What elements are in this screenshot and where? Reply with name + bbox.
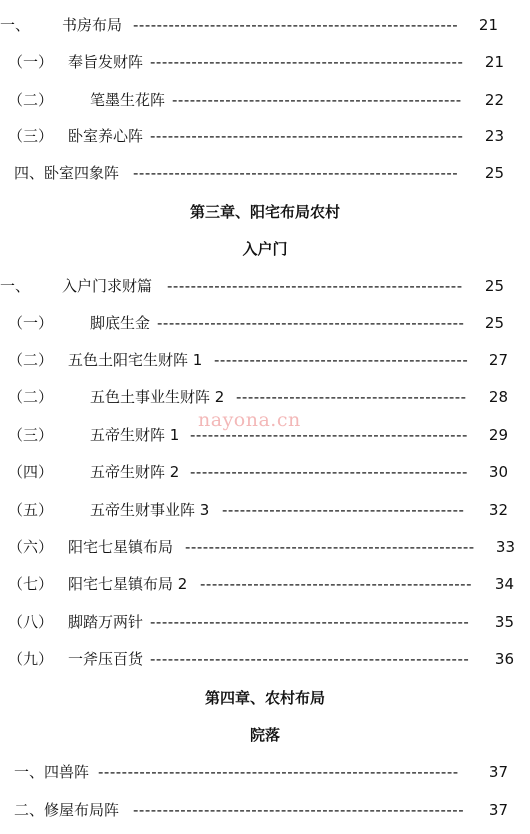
- entry-title: 奉旨发财阵: [68, 53, 144, 71]
- page-number: 30: [488, 463, 508, 481]
- page-number: 29: [488, 426, 508, 444]
- entry-title: 脚踏万两针: [68, 613, 144, 631]
- dot-leader: --------------------------------------------------: [167, 277, 463, 295]
- dot-leader: -----------------------------------------------------: [150, 53, 464, 71]
- entry-title: 阳宅七星镇布局: [68, 538, 174, 556]
- entry-title: 一、四兽阵: [14, 763, 90, 781]
- entry-number: （七）: [8, 575, 54, 593]
- dot-leader: -------------------------------------------------------: [133, 16, 459, 34]
- watermark: nayona.cn: [198, 409, 301, 431]
- page-number: 37: [488, 801, 508, 819]
- toc-entry: [0, 385, 530, 409]
- toc-entry: [0, 760, 530, 784]
- entry-title: 五色土事业生财阵 2: [90, 388, 225, 406]
- page-number: 37: [488, 763, 508, 781]
- page-number: 36: [494, 650, 514, 668]
- entry-title: 五帝生财阵 1: [90, 426, 180, 444]
- toc-entry: [0, 498, 530, 522]
- entry-number: （六）: [8, 538, 54, 556]
- dot-leader: ------------------------------------------------------: [150, 650, 470, 668]
- entry-title: 五帝生财阵 2: [90, 463, 180, 481]
- chapter-heading: 第四章、农村布局: [204, 689, 325, 707]
- entry-number: （三）: [8, 127, 54, 145]
- toc-entry: [0, 274, 530, 298]
- entry-number: 一、: [0, 277, 31, 295]
- entry-number: （九）: [8, 650, 54, 668]
- entry-title: 一斧压百货: [68, 650, 144, 668]
- entry-title: 卧室养心阵: [68, 127, 144, 145]
- entry-title: 二、修屋布局阵: [14, 801, 120, 819]
- entry-number: （二）: [8, 91, 54, 109]
- page-number: 25: [484, 164, 504, 182]
- page-number: 28: [488, 388, 508, 406]
- page-number: 33: [495, 538, 515, 556]
- entry-number: （二）: [8, 388, 54, 406]
- entry-title: 书房布局: [62, 16, 123, 34]
- toc-entry: [0, 124, 530, 148]
- section-heading: 入户门: [242, 240, 288, 258]
- entry-number: （五）: [8, 501, 54, 519]
- page-number: 21: [484, 53, 504, 71]
- entry-number: （一）: [8, 314, 54, 332]
- toc-entry: [0, 572, 530, 596]
- entry-number: （八）: [8, 613, 54, 631]
- entry-title: 五色土阳宅生财阵 1: [68, 351, 203, 369]
- toc-entry: [0, 50, 530, 74]
- section-heading: 院落: [249, 726, 280, 744]
- entry-title: 四、卧室四象阵: [14, 164, 120, 182]
- entry-title: 入户门求财篇: [62, 277, 153, 295]
- dot-leader: ----------------------------------------------------: [157, 314, 465, 332]
- entry-number: （二）: [8, 351, 54, 369]
- page-number: 25: [484, 277, 504, 295]
- page-number: 27: [488, 351, 508, 369]
- page-number: 22: [484, 91, 504, 109]
- toc-entry: [0, 13, 530, 37]
- toc-entry: [0, 311, 530, 335]
- toc-entry: [0, 423, 530, 447]
- toc-entry: [0, 610, 530, 634]
- dot-leader: -------------------------------------------------------: [133, 164, 459, 182]
- dot-leader: -----------------------------------------: [222, 501, 465, 519]
- dot-leader: -------------------------------------------------: [172, 91, 462, 109]
- dot-leader: -----------------------------------------------: [190, 463, 468, 481]
- dot-leader: --------------------------------------------------------: [133, 801, 465, 819]
- toc-entry: [0, 535, 530, 559]
- entry-title: 阳宅七星镇布局 2: [68, 575, 188, 593]
- dot-leader: -------------------------------------------------: [185, 538, 475, 556]
- page-number: 23: [484, 127, 504, 145]
- toc-entry: [0, 460, 530, 484]
- toc-entry: [0, 161, 530, 185]
- page-number: 35: [494, 613, 514, 631]
- page-number: 21: [478, 16, 498, 34]
- toc-entry: [0, 88, 530, 112]
- toc-entry: [0, 798, 530, 822]
- entry-number: （四）: [8, 463, 54, 481]
- dot-leader: ---------------------------------------: [236, 388, 467, 406]
- entry-title: 五帝生财事业阵 3: [90, 501, 210, 519]
- entry-number: （三）: [8, 426, 54, 444]
- page-number: 32: [488, 501, 508, 519]
- dot-leader: ------------------------------------------------------: [150, 613, 470, 631]
- page-number: 25: [484, 314, 504, 332]
- page-number: 34: [494, 575, 514, 593]
- entry-title: 笔墨生花阵: [90, 91, 166, 109]
- toc-entry: [0, 348, 530, 372]
- dot-leader: ----------------------------------------------: [200, 575, 472, 593]
- entry-number: （一）: [8, 53, 54, 71]
- toc-entry: [0, 647, 530, 671]
- dot-leader: -----------------------------------------------------: [150, 127, 464, 145]
- chapter-heading: 第三章、阳宅布局农村: [189, 203, 340, 221]
- entry-title: 脚底生金: [90, 314, 151, 332]
- dot-leader: -------------------------------------------------------------: [98, 763, 459, 781]
- dot-leader: -----------------------------------------------: [190, 426, 468, 444]
- entry-number: 一、: [0, 16, 31, 34]
- dot-leader: -------------------------------------------: [214, 351, 469, 369]
